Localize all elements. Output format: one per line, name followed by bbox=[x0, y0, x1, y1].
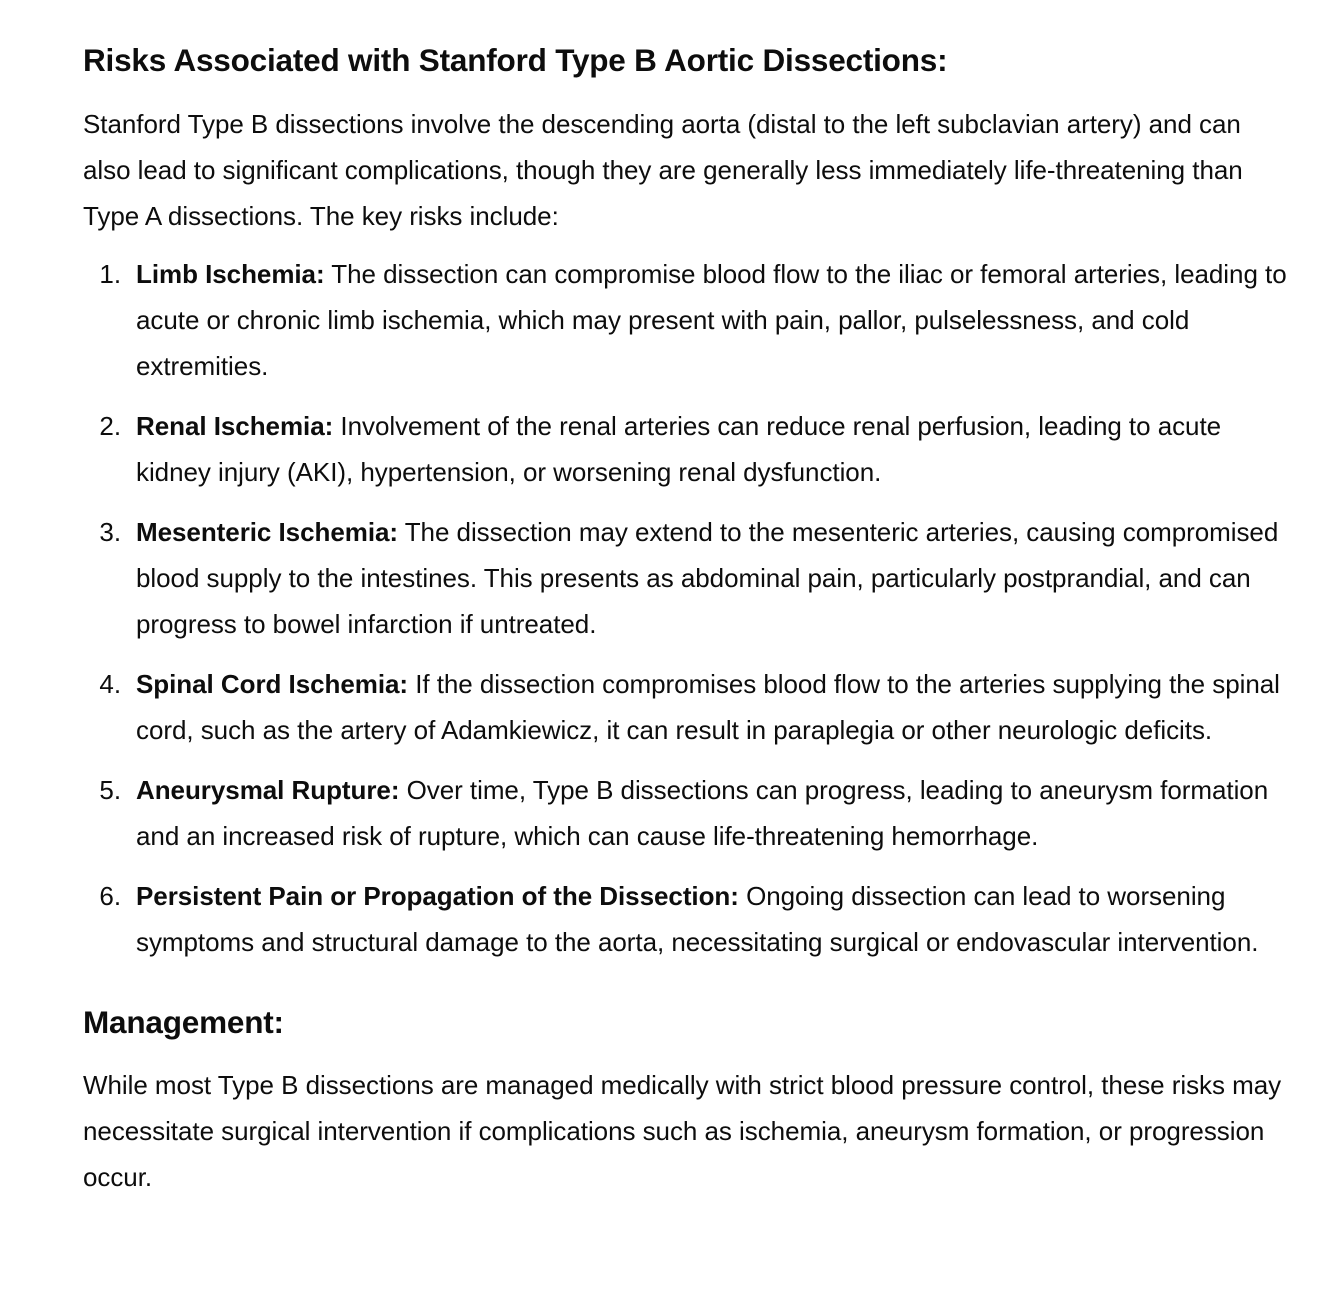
list-number: 2. bbox=[99, 411, 121, 441]
list-number: 4. bbox=[99, 669, 121, 699]
list-item-text: If the dissection compromises blood flow to the arteries supplying the spinal cord, such as the artery of Adamkiewicz, it can result in paraplegia or other neurologic deficits. bbox=[136, 669, 1280, 745]
list-number: 1. bbox=[99, 259, 121, 289]
list-item bbox=[83, 509, 1294, 647]
list-number: 6. bbox=[99, 881, 121, 911]
list-item bbox=[83, 661, 1294, 753]
list-item-title: Spinal Cord Ischemia: bbox=[136, 669, 409, 699]
risks-list bbox=[83, 251, 1294, 965]
list-item bbox=[83, 873, 1294, 965]
management-paragraph: While most Type B dissections are managed medically with strict blood pressure control, these risks may necessitate surgical intervention if complications such as ischemia, aneurysm formation, or progression occur. bbox=[83, 1070, 1282, 1192]
list-item bbox=[83, 767, 1294, 859]
section-heading-risks: Risks Associated with Stanford Type B Aortic Dissections: bbox=[83, 42, 948, 78]
list-item bbox=[83, 251, 1294, 389]
list-item bbox=[83, 403, 1294, 495]
list-item-title: Renal Ischemia: bbox=[136, 411, 334, 441]
list-item-title: Limb Ischemia: bbox=[136, 259, 325, 289]
list-number: 3. bbox=[99, 517, 121, 547]
list-item-text: Involvement of the renal arteries can reduce renal perfusion, leading to acute kidney injury (AKI), hypertension, or worsening renal dysfunction. bbox=[136, 411, 1222, 487]
list-item-text: The dissection may extend to the mesenteric arteries, causing compromised blood supply to the intestines. This presents as abdominal pain, particularly postprandial, and can progress to bowel infarction if untreated. bbox=[136, 517, 1279, 639]
list-item-text: Ongoing dissection can lead to worsening symptoms and structural damage to the aorta, necessitating surgical or endovascular intervention. bbox=[136, 881, 1259, 957]
list-item-title: Mesenteric Ischemia: bbox=[136, 517, 399, 547]
section-heading-management: Management: bbox=[83, 1004, 284, 1040]
list-item-title: Persistent Pain or Propagation of the Dissection: bbox=[136, 881, 739, 911]
list-item-text: The dissection can compromise blood flow to the iliac or femoral arteries, leading to acute or chronic limb ischemia, which may present with pain, pallor, pulselessness, and cold extremities. bbox=[136, 259, 1287, 381]
list-item-title: Aneurysmal Rupture: bbox=[136, 775, 400, 805]
intro-paragraph: Stanford Type B dissections involve the descending aorta (distal to the left subclavian artery) and can also lead to significant complications, though they are generally less immediately life-threatening than Type A dissections. The key risks include: bbox=[83, 109, 1243, 231]
list-item-text: Over time, Type B dissections can progress, leading to aneurysm formation and an increased risk of rupture, which can cause life-threatening hemorrhage. bbox=[136, 775, 1269, 851]
list-number: 5. bbox=[99, 775, 121, 805]
